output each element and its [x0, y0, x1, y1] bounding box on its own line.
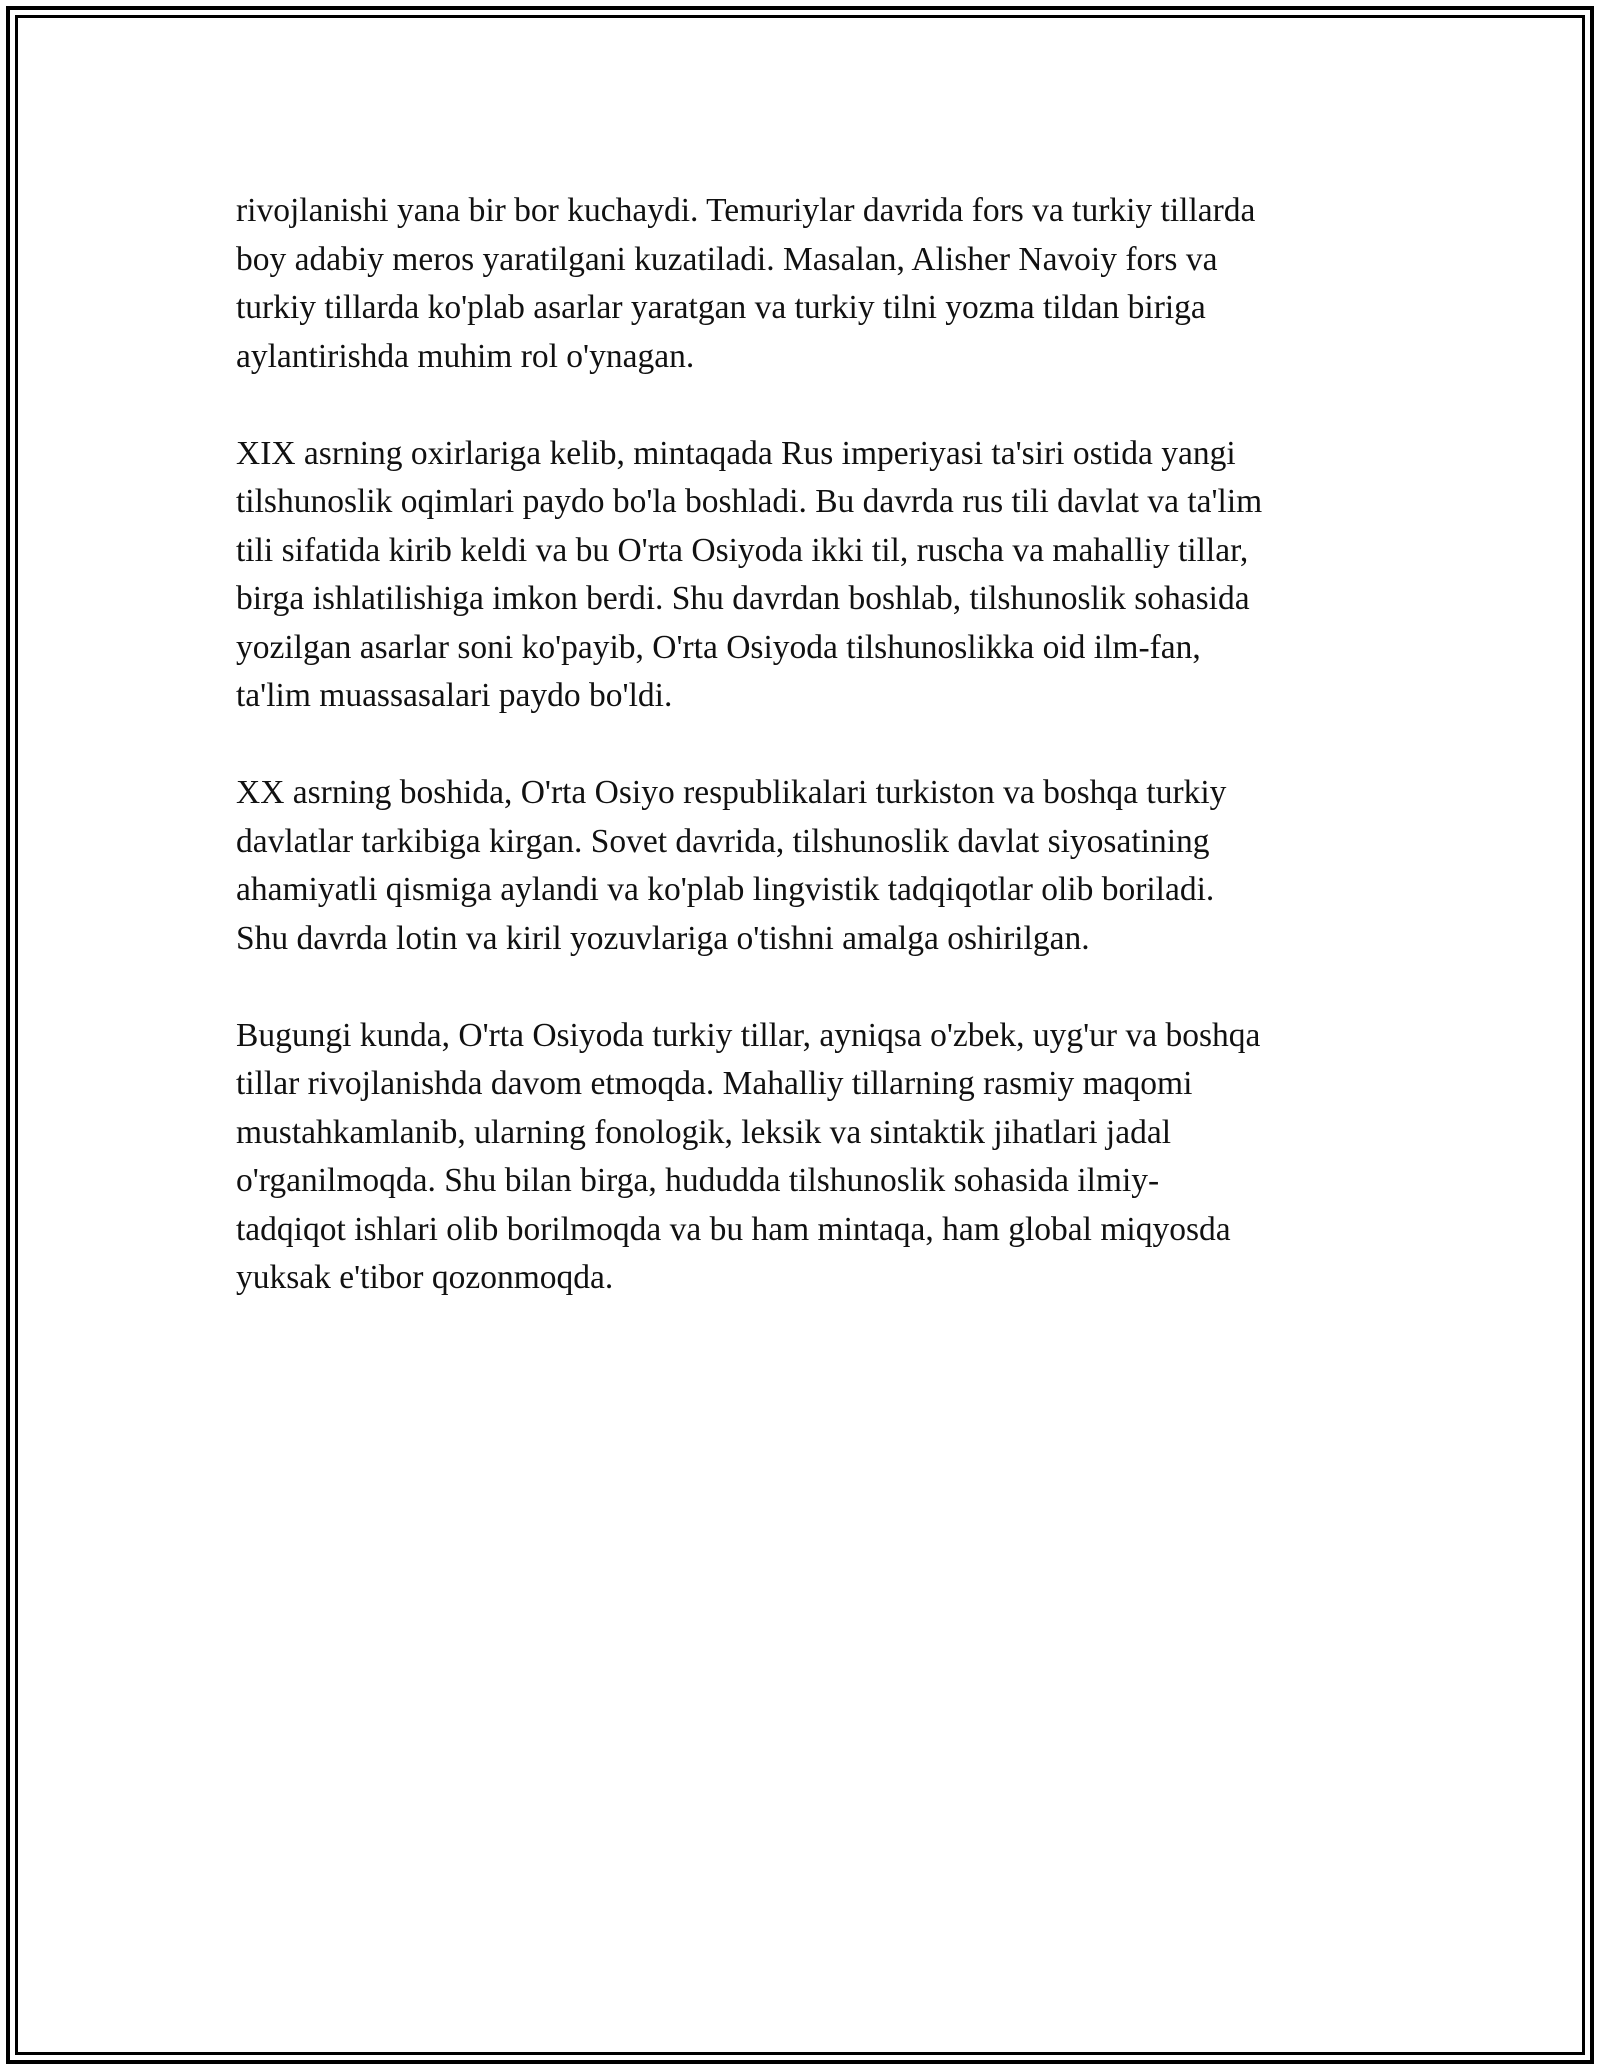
- paragraph-2: XIX asrning oxirlariga kelib, mintaqada Rus imperiyasi ta'siri ostida yangi tilshunoslik oqimlari paydo bo'la boshladi. Bu davrda rus tili davlat va ta'lim tili sifatida kirib keldi va bu O'rta Osiyoda ikki til, ruscha va mahalliy tillar, birga ishlatilishiga imkon berdi. Shu davrdan boshlab, tilshunoslik sohasida yozilgan asarlar soni ko'payib, O'rta Osiyoda tilshunoslikka oid ilm-fan, ta'lim muassasalari paydo bo'ldi.: [236, 434, 1263, 714]
- paragraph-3: XX asrning boshida, O'rta Osiyo respublikalari turkiston va boshqa turkiy davlatlar tarkibiga kirgan. Sovet davrida, tilshunoslik davlat siyosatining ahamiyatli qismiga aylandi va ko'plab lingvistik tadqiqotlar olib boriladi. Shu davrda lotin va kiril yozuvlariga o'tishni amalga oshirilgan.: [236, 774, 1227, 957]
- document-body: [236, 187, 1376, 1351]
- paragraph-1: rivojlanishi yana bir bor kuchaydi. Temuriylar davrida fors va turkiy tillarda boy adabiy meros yaratilgani kuzatiladi. Masalan, Alisher Navoiy fors va turkiy tillarda ko'plab asarlar yaratgan va turkiy tilni yozma tildan biriga aylantirishda muhim rol o'ynagan.: [236, 192, 1256, 375]
- paragraph-4: Bugungi kunda, O'rta Osiyoda turkiy tillar, ayniqsa o'zbek, uyg'ur va boshqa tillar rivojlanishda davom etmoqda. Mahalliy tillarning rasmiy maqomi mustahkamlanib, ularning fonologik, leksik va sintaktik jihatlari jadal o'rganilmoqda. Shu bilan birga, hududda tilshunoslik sohasida ilmiy- tadqiqot ishlari olib borilmoqda va bu ham mintaqa, ham global miqyosda yuksak e'tibor qozonmoqda.: [236, 1016, 1261, 1296]
